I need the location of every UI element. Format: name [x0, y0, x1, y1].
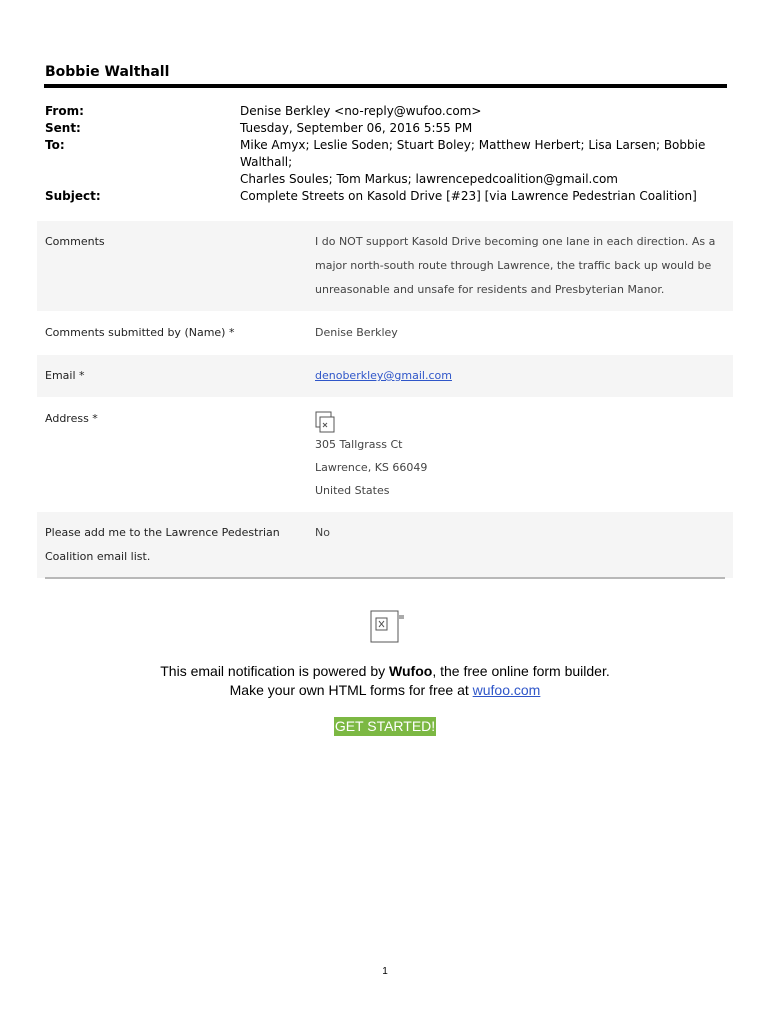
wufoo-link[interactable]: wufoo.com: [472, 682, 541, 698]
from-value: Denise Berkley <no-reply@wufoo.com>: [240, 104, 482, 118]
powered-by-line: [0, 662, 770, 681]
comments-row: [37, 221, 733, 312]
email-header: [45, 103, 735, 205]
from-label: From:: [45, 104, 84, 118]
name-label: Comments submitted by (Name) *: [45, 326, 235, 339]
owner-name: Bobbie Walthall: [45, 64, 170, 80]
to-value-line1: Mike Amyx; Leslie Soden; Stuart Boley; Matthew Herbert; Lisa Larsen; Bobbie Walthall;: [240, 138, 706, 169]
form-entry-table: [37, 221, 733, 579]
page-number: 1: [382, 966, 388, 977]
comments-value: I do NOT support Kasold Drive becoming one lane in each direction. As a major north-south route through Lawrence, the traffic back up would be unreasonable and unsafe for residents and Presbyterian Manor.: [315, 235, 716, 296]
subject-label: Subject:: [45, 189, 101, 203]
address-row: [37, 398, 733, 512]
name-row: [37, 312, 733, 355]
address-label: Address *: [45, 412, 98, 425]
get-started-button[interactable]: GET STARTED!: [334, 718, 436, 734]
address-line1: 305 Tallgrass Ct: [315, 438, 403, 451]
address-line3: United States: [315, 484, 390, 497]
subject-row: [45, 188, 735, 205]
from-row: [45, 103, 735, 120]
wufoo-brand: Wufoo: [389, 663, 433, 679]
sent-label: Sent:: [45, 121, 81, 135]
to-value: [240, 137, 730, 188]
address-value: [315, 398, 725, 511]
email-link[interactable]: denoberkley@gmail.com: [315, 369, 452, 382]
make-forms-line: [0, 681, 770, 700]
owner-divider: [44, 84, 727, 88]
list-label: Please add me to the Lawrence Pedestrian Coalition email list.: [45, 526, 280, 563]
broken-image-icon: [370, 610, 406, 644]
address-line2: Lawrence, KS 66049: [315, 461, 428, 474]
email-label: Email *: [45, 369, 85, 382]
make-prefix: Make your own HTML forms for free at: [229, 682, 473, 698]
list-row: [37, 512, 733, 579]
to-label: To:: [45, 138, 65, 152]
email-row: [37, 355, 733, 398]
comments-label: Comments: [45, 235, 105, 248]
sent-value: Tuesday, September 06, 2016 5:55 PM: [240, 121, 473, 135]
powered-prefix: This email notification is powered by: [160, 663, 390, 679]
email-value: [315, 355, 725, 397]
broken-image-icon: [315, 411, 333, 431]
subject-value: Complete Streets on Kasold Drive [#23] [via Lawrence Pedestrian Coalition]: [240, 189, 697, 203]
list-value: No: [315, 526, 330, 539]
powered-suffix: , the free online form builder.: [432, 663, 610, 679]
name-value: Denise Berkley: [315, 326, 398, 339]
footer-divider: [45, 577, 725, 579]
sent-row: [45, 120, 735, 137]
to-row: [45, 137, 735, 188]
wufoo-footer: [0, 662, 770, 700]
to-value-line2: Charles Soules; Tom Markus; lawrencepedcoalition@gmail.com: [240, 172, 618, 186]
